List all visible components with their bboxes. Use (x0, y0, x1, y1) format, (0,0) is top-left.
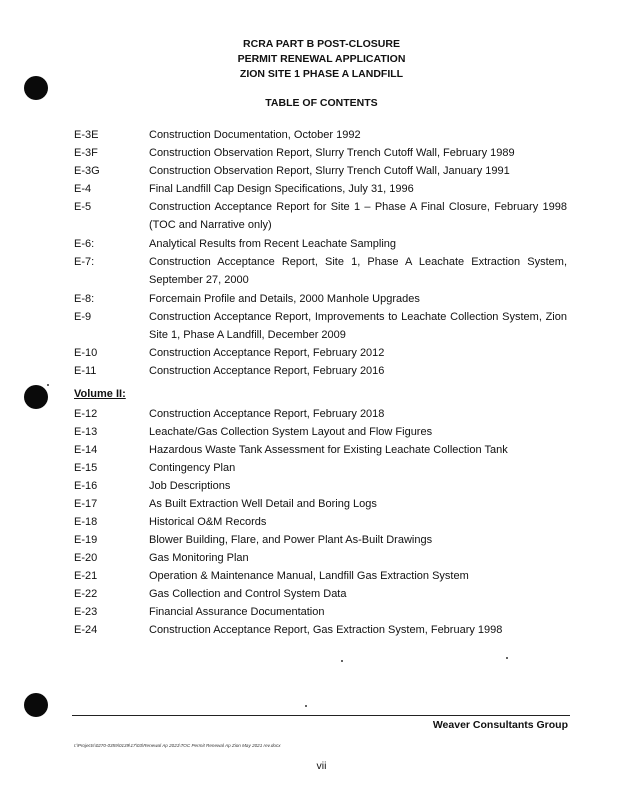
entry-description: Hazardous Waste Tank Assessment for Existing Leachate Collection Tank (149, 444, 508, 456)
doc-title-line-3: ZION SITE 1 PHASE A LANDFILL (239, 68, 404, 80)
entry-description: Construction Acceptance Report, February 2012 (149, 347, 385, 359)
entry-description: Construction Acceptance Report for Site 1 – Phase A Final Closure, February 1998 (TOC and Narrative only) (149, 201, 567, 231)
entry-description: Construction Observation Report, Slurry Trench Cutoff Wall, February 1989 (149, 147, 515, 159)
entry-code: E-17 (74, 498, 98, 510)
doc-title-line-1: RCRA PART B POST-CLOSURE (243, 38, 400, 50)
entry-code: E-3F (74, 147, 98, 159)
scan-speck (305, 705, 307, 707)
entry-code: E-8: (74, 293, 95, 305)
entry-code: E-3G (74, 165, 100, 177)
entry-description: As Built Extraction Well Detail and Boring Logs (149, 498, 377, 510)
entry-description: Financial Assurance Documentation (149, 606, 325, 618)
entry-code: E-4 (74, 183, 92, 195)
entry-code: E-16 (74, 480, 98, 492)
entry-description: Operation & Maintenance Manual, Landfill Gas Extraction System (149, 570, 469, 582)
entry-description: Contingency Plan (149, 462, 236, 474)
binder-hole-bottom (24, 693, 48, 717)
entry-code: E-20 (74, 552, 98, 564)
entry-description: Forcemain Profile and Details, 2000 Manhole Upgrades (149, 293, 420, 305)
entry-description: Construction Observation Report, Slurry Trench Cutoff Wall, January 1991 (149, 165, 510, 177)
entry-code: E-7: (74, 256, 95, 268)
entry-code: E-5 (74, 201, 92, 213)
scan-speck (47, 384, 49, 386)
entry-code: E-9 (74, 311, 92, 323)
entry-description: Analytical Results from Recent Leachate Sampling (149, 238, 397, 250)
entry-code: E-19 (74, 534, 98, 546)
entry-description: Gas Collection and Control System Data (149, 588, 347, 600)
entry-description: Final Landfill Cap Design Specifications, July 31, 1996 (149, 183, 414, 195)
entry-description: Construction Acceptance Report, February 2016 (149, 365, 385, 377)
entry-code: E-14 (74, 444, 98, 456)
entry-code: E-6: (74, 238, 95, 250)
entry-description: Construction Acceptance Report, Site 1, Phase A Leachate Extraction System, September 27, 2000 (149, 256, 567, 286)
entry-code: E-3E (74, 129, 99, 141)
entry-description: Leachate/Gas Collection System Layout and Flow Figures (149, 426, 433, 438)
entry-description: Job Descriptions (149, 480, 231, 492)
entry-code: E-21 (74, 570, 98, 582)
entry-code: E-23 (74, 606, 98, 618)
file-path: I:\Projects\0270-0359\0139\17\03\Renewal Ap 2021\TOC Permit Renewal Ap Zion May 2021 rev.docx (74, 743, 281, 748)
entry-code: E-18 (74, 516, 98, 528)
entry-code: E-15 (74, 462, 98, 474)
entry-description: Blower Building, Flare, and Power Plant As-Built Drawings (149, 534, 433, 546)
page-number: vii (316, 760, 327, 772)
entry-description: Construction Acceptance Report, Gas Extraction System, February 1998 (149, 624, 503, 636)
entry-description: Historical O&M Records (149, 516, 267, 528)
entry-code: E-24 (74, 624, 98, 636)
entry-description: Gas Monitoring Plan (149, 552, 249, 564)
scan-speck (341, 660, 343, 662)
entry-code: E-11 (74, 365, 97, 377)
volume-heading: Volume II: (74, 388, 126, 400)
doc-title-line-2: PERMIT RENEWAL APPLICATION (237, 53, 406, 65)
entry-description: Construction Acceptance Report, February 2018 (149, 408, 385, 420)
entry-description: Construction Documentation, October 1992 (149, 129, 361, 141)
entry-description: Construction Acceptance Report, Improvements to Leachate Collection System, Zion Site 1, Phase A Landfill, December 2009 (149, 311, 567, 341)
binder-hole-middle (24, 385, 48, 409)
entry-code: E-12 (74, 408, 98, 420)
entry-code: E-10 (74, 347, 98, 359)
footer-rule (72, 715, 570, 716)
scan-speck (506, 657, 508, 659)
toc-heading: TABLE OF CONTENTS (265, 97, 378, 109)
entry-code: E-13 (74, 426, 98, 438)
entry-code: E-22 (74, 588, 98, 600)
company-name: Weaver Consultants Group (432, 719, 568, 731)
